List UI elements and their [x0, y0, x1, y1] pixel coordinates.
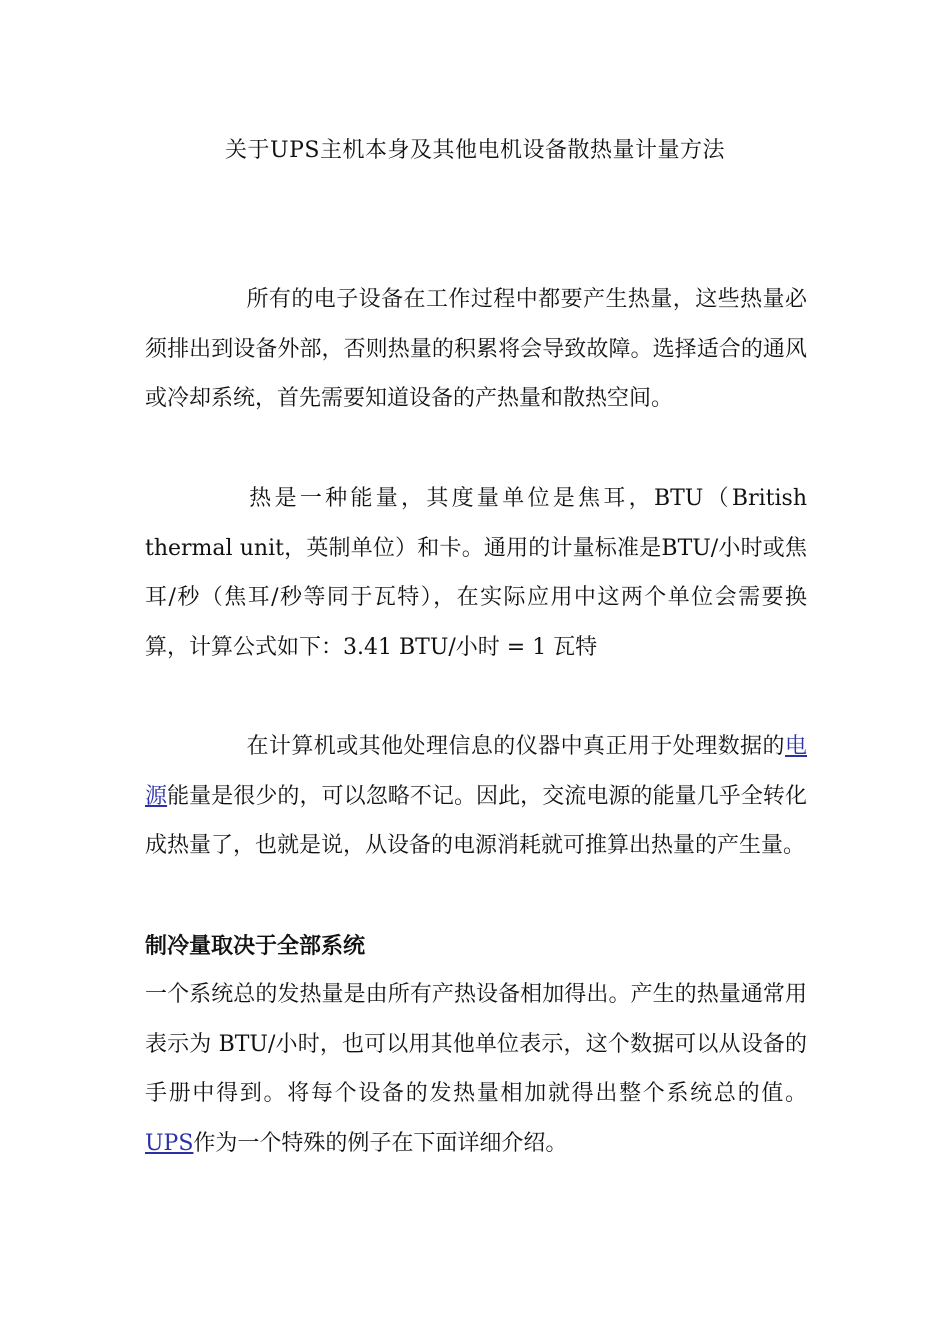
power-supply-link[interactable]: 电源 [145, 734, 807, 809]
paragraph-text: 热是一种能量，其度量单位是焦耳，BTU（British thermal unit，英制单位）和卡。通用的计量标准是BTU/小时或焦耳/秒（焦耳/秒等同于瓦特），在实际应用中这两个单位会需要换算，计算公式如下：3.41 BTU/小时 = 1 瓦特 [145, 486, 807, 660]
paragraph-power-conversion [145, 722, 807, 871]
paragraph-text: 在计算机或其他处理信息的仪器中真正用于处理数据的 [246, 734, 785, 759]
paragraph-text: 作为一个特殊的例子在下面详细介绍。 [193, 1130, 568, 1156]
paragraph-text: 一个系统总的发热量是由所有产热设备相加得出。产生的热量通常用表示为 BTU/小时，也可以用其他单位表示，这个数据可以从设备的手册中得到。将每个设备的发热量相加就得出整个系统总的值。 [145, 982, 807, 1107]
paragraph-text: 所有的电子设备在工作过程中都要产生热量，这些热量必须排出到设备外部，否则热量的积累将会导致故障。选择适合的通风或冷却系统，首先需要知道设备的产热量和散热空间。 [145, 287, 807, 412]
paragraph-heat-generation [145, 275, 807, 424]
paragraph-system-heat [145, 970, 807, 1168]
paragraph-text: 能量是很少的，可以忽略不记。因此，交流电源的能量几乎全转化成热量了，也就是说，从设备的电源消耗就可推算出热量的产生量。 [145, 783, 807, 859]
section-heading: 制冷量取决于全部系统 [145, 933, 366, 959]
paragraph-heat-units [145, 474, 807, 672]
document-title: 关于UPS主机本身及其他电机设备散热量计量方法 [225, 138, 725, 163]
ups-link[interactable]: UPS [145, 1130, 194, 1156]
